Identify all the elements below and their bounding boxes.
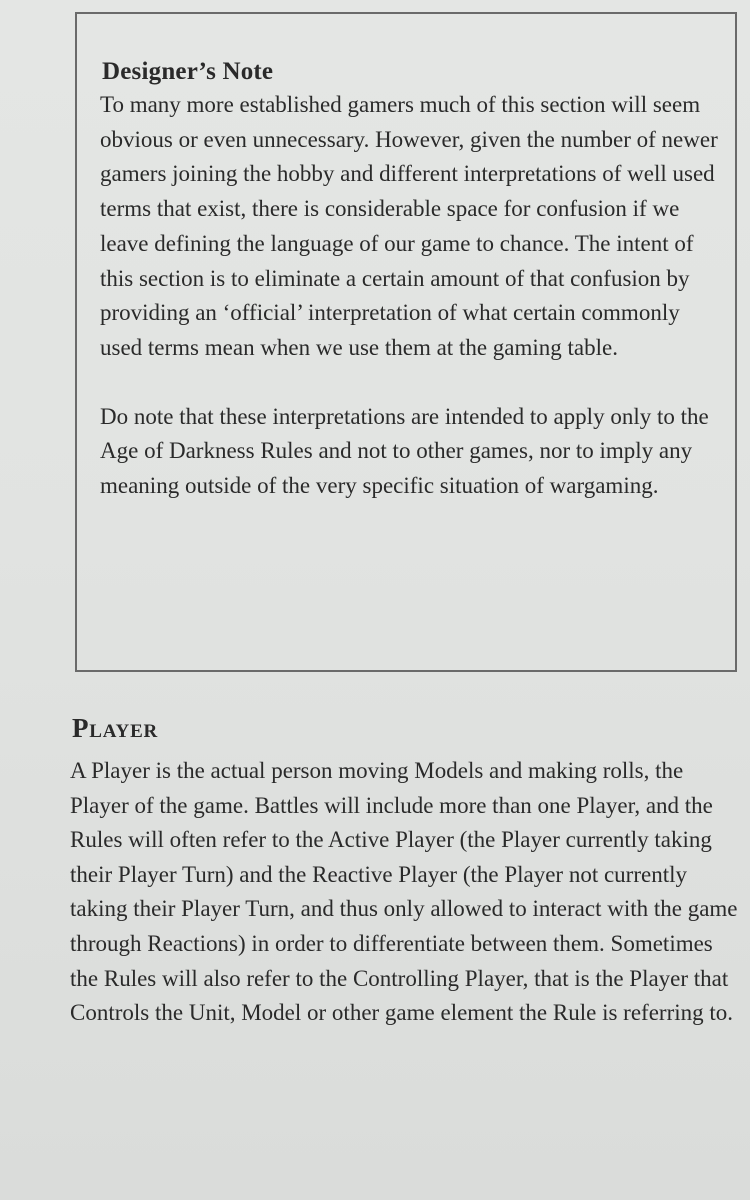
player-heading: Player — [72, 713, 159, 743]
designers-note-title: Designer’s Note — [102, 58, 274, 85]
player-definition: A Player is the actual person moving Models and making rolls, the Player of the game. Battles will include more than one Player, and the Rules will often refer to the Active Player (the Player currently taking their Player Turn) and the Reactive Player (the Player not currently taking their Player Turn, and thus only allowed to interact with the game through Reactions) in order to differentiate between them. Sometimes the Rules will also refer to the Controlling Player, that is the Player that Controls the Unit, Model or other game element the Rule is referring to. — [70, 758, 738, 1026]
designers-note-paragraph-2: Do note that these interpretations are intended to apply only to the Age of Darkness Rules and not to other games, nor to imply any meaning outside of the very specific situation of wargaming. — [100, 403, 709, 499]
designers-note-body — [100, 88, 725, 504]
designers-note-paragraph-1: To many more established gamers much of this section will seem obvious or even unnecessary. However, given the number of newer gamers joining the hobby and different interpretations of well used terms that exist, there is considerable space for confusion if we leave defining the language of our game to chance. The intent of this section is to eliminate a certain amount of that confusion by providing an ‘official’ interpretation of what certain commonly used terms mean when we use them at the gaming table. — [100, 92, 718, 360]
